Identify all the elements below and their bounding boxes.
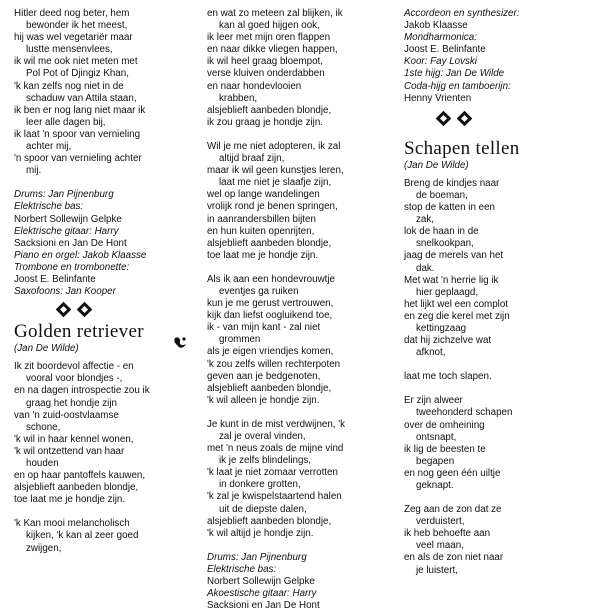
- text-line: leer alle dagen bij,: [26, 116, 106, 128]
- text-line: achter mij,: [26, 141, 72, 153]
- text-line: Als ik aan een hondevrouwtje: [207, 273, 335, 285]
- lyrics-block-2: [14, 361, 200, 554]
- text-line: Mondharmonica:: [404, 32, 477, 44]
- text-line: Hitler deed nog beter, hem: [14, 8, 130, 19]
- text-line: kun je me gerust vertrouwen,: [207, 298, 334, 310]
- text-line: ik ben er nog lang niet maar ik: [14, 104, 146, 116]
- text-line: veel maan,: [416, 540, 464, 552]
- text-line: over de omheining: [404, 419, 485, 431]
- text-line: ik zou graag je hondje zijn.: [207, 116, 324, 128]
- text-line: Piano en orgel: Jakob Klaasse: [14, 249, 147, 261]
- text-line: mij.: [26, 165, 42, 177]
- text-line: Henny Vrienten: [404, 92, 472, 104]
- text-line: 'k kan zelfs nog niet in de: [14, 80, 124, 92]
- text-line: Norbert Sollewijn Gelpke: [14, 213, 122, 225]
- text-line: eventjes ga ruiken: [219, 285, 299, 297]
- text-line: Elektrische bas:: [14, 201, 84, 213]
- text-line: in donkere grotten,: [219, 479, 301, 491]
- text-line: vrolijk rond je benen springen,: [207, 201, 338, 213]
- text-line: grommen: [219, 334, 261, 346]
- song-title-golden-retriever: Golden retriever: [14, 321, 144, 343]
- text-line: in aanrandersbillen bijten: [207, 213, 316, 225]
- text-line: vooral voor blondjes -,: [26, 373, 123, 385]
- text-line: ik leer met mijn oren flappen: [207, 32, 331, 44]
- text-line: Ik zit boordevol affectie - en: [14, 361, 134, 373]
- diamond-ornament-icon: [56, 302, 72, 318]
- text-line: 'k wil in haar kennel wonen,: [14, 433, 134, 445]
- text-line: ik laat 'n spoor van vernieling: [14, 128, 141, 140]
- text-line: van 'n zuid-oostvlaamse: [14, 409, 119, 421]
- text-line: Norbert Sollewijn Gelpke: [207, 576, 315, 588]
- text-line: ik heb behoefte aan: [404, 528, 491, 540]
- text-line: 'k wil ontzettend van haar: [14, 445, 125, 457]
- text-line: kijk dan liefst oogluikend toe,: [207, 310, 333, 322]
- text-line: alsjeblieft aanbeden blondje,: [207, 237, 332, 249]
- column-middle: [207, 8, 399, 612]
- stanza-gap: [207, 262, 399, 274]
- text-line: schaduw van Attila staan,: [26, 92, 137, 104]
- text-line: alsjeblieft aanbeden blondje,: [207, 515, 332, 527]
- text-line: bewonder ik het meest,: [26, 20, 128, 32]
- text-line: Trombone en trombonette:: [14, 261, 130, 273]
- text-line: je luistert,: [416, 564, 458, 576]
- text-line: zwijgen,: [26, 542, 62, 554]
- text-line: kan al goed hijgen ook,: [219, 20, 320, 32]
- text-line: Je kunt in de mist verdwijnen, 'k: [207, 418, 345, 430]
- text-line: Drums: Jan Pijnenburg: [207, 551, 307, 563]
- lyrics-block-4: [404, 178, 594, 577]
- text-line: 'k Kan mooi melancholisch: [14, 518, 130, 530]
- text-line: ik lig de beesten te: [404, 443, 486, 455]
- text-line: Pol Pot of Djingiz Khan,: [26, 68, 129, 80]
- text-line: dak.: [416, 262, 435, 274]
- text-line: toe laat me je hondje zijn.: [207, 249, 319, 261]
- text-line: Koor: Fay Lovski: [404, 56, 477, 68]
- stanza-gap: [14, 177, 200, 189]
- text-line: Akoestische gitaar: Harry: [207, 588, 317, 600]
- stanza-gap: [207, 407, 399, 419]
- text-line: wel op lange wandelingen: [207, 189, 320, 201]
- text-line: 1ste hijg: Jan De Wilde: [404, 68, 505, 80]
- text-line: lok de haan in de: [404, 226, 479, 238]
- text-line: jaag de merels van het: [404, 250, 504, 262]
- text-line: en zeg die kerel met zijn: [404, 310, 510, 322]
- stanza-gap: [404, 383, 594, 395]
- text-line: 'k wil altijd je hondje zijn.: [207, 527, 314, 539]
- text-line: en als de zon niet naar: [404, 552, 504, 564]
- column-right: [404, 8, 594, 577]
- text-line: krabben,: [219, 92, 258, 104]
- text-line: ik je zelfs blindelings,: [219, 455, 312, 467]
- text-line: alsjeblieft aanbeden blondje,: [207, 104, 332, 116]
- text-line: ik wil me ook niet meten met: [14, 56, 138, 68]
- text-line: toe laat me je hondje zijn.: [14, 494, 126, 506]
- text-line: tweehonderd schapen: [416, 407, 513, 419]
- text-line: 'k laat je niet zomaar verrotten: [207, 467, 338, 479]
- text-line: hier geplaagd,: [416, 286, 479, 298]
- text-line: Saxofoons: Jan Kooper: [14, 286, 116, 298]
- ornament: [58, 304, 200, 315]
- text-line: dat hij zichzelve wat: [404, 335, 492, 347]
- column-left: [14, 8, 200, 555]
- text-line: zak,: [416, 214, 434, 226]
- text-line: Breng de kindjes naar: [404, 177, 500, 189]
- text-line: Accordeon en synthesizer:: [404, 8, 520, 19]
- stanza-gap: [404, 492, 594, 504]
- text-line: als je eigen vriendjes komen,: [207, 346, 334, 358]
- text-line: schone,: [26, 421, 61, 433]
- flourish-icon: [172, 334, 190, 352]
- song-title-schapen-tellen: Schapen tellen: [404, 137, 520, 159]
- text-line: verduistert,: [416, 516, 465, 528]
- stanza-gap: [207, 129, 399, 141]
- text-line: en op haar pantoffels kauwen,: [14, 470, 146, 482]
- text-line: ontsnapt,: [416, 431, 457, 443]
- text-line: kettingzaag: [416, 322, 467, 334]
- text-line: ik wil heel graag bloempot,: [207, 56, 323, 68]
- text-line: ik - van mijn kant - zal niet: [207, 322, 321, 334]
- text-line: stop de katten in een: [404, 202, 495, 214]
- diamond-ornament-icon: [77, 302, 93, 318]
- text-line: laat me toch slapen.: [404, 371, 492, 383]
- text-line: kijken, 'k kan al zeer goed: [26, 530, 139, 542]
- text-line: Sacksioni en Jan De Hont: [207, 600, 320, 612]
- text-line: altijd braaf zijn,: [219, 153, 285, 165]
- text-line: en naar dikke vliegen happen,: [207, 44, 338, 56]
- text-line: en wat zo meteen zal blijken, ik: [207, 8, 343, 19]
- text-line: Joost E. Belinfante: [404, 44, 486, 56]
- diamond-ornament-icon: [457, 110, 473, 126]
- text-line: geknapt.: [416, 480, 454, 491]
- text-line: alsjeblieft aanbeden blondje,: [207, 382, 332, 394]
- stanza-gap: [14, 506, 200, 518]
- text-line: maar ik wil geen kunstjes leren,: [207, 165, 344, 177]
- text-line: alsjeblieft aanbeden blondje,: [14, 482, 139, 494]
- text-line: en na dagen introspectie zou ik: [14, 385, 150, 397]
- text-line: en hun kuiten openrijten,: [207, 225, 315, 237]
- text-line: 'k zou zelfs willen rechterpoten: [207, 358, 341, 370]
- text-line: met 'n neus zoals de mijne vind: [207, 443, 344, 455]
- text-line: 'k wil alleen je hondje zijn.: [207, 394, 320, 406]
- text-line: Coda-hijg en tamboerijn:: [404, 80, 511, 92]
- text-line: Met wat 'n herrie lig ik: [404, 274, 499, 286]
- text-line: Drums: Jan Pijnenburg: [14, 189, 114, 201]
- text-line: uit de diepste dalen,: [219, 503, 307, 515]
- ornament: [438, 113, 594, 124]
- text-line: Sacksioni en Jan De Hont: [14, 237, 127, 249]
- text-line: Jakob Klaasse: [404, 20, 468, 32]
- lyrics-block-3: [207, 8, 399, 612]
- text-line: lustte mensenvlees,: [26, 44, 113, 56]
- credits-block: [404, 8, 594, 105]
- text-line: het lijkt wel een complot: [404, 298, 509, 310]
- text-line: Elektrische gitaar: Harry: [14, 225, 119, 237]
- song-author: (Jan De Wilde): [404, 159, 469, 171]
- text-line: verse kluiven onderdabben: [207, 68, 325, 80]
- text-line: en naar hondevlooien: [207, 80, 302, 92]
- lyrics-block-1: [14, 8, 200, 298]
- text-line: zal je overal vinden,: [219, 431, 306, 442]
- text-line: Zeg aan de zon dat ze: [404, 504, 502, 516]
- text-line: 'k zal je kwispelstaartend halen: [207, 491, 342, 503]
- text-line: snelkookpan,: [416, 238, 474, 250]
- text-line: geven aan je bedgenoten,: [207, 370, 321, 382]
- stanza-gap: [207, 540, 399, 552]
- text-line: houden: [26, 458, 59, 469]
- stanza-gap: [404, 359, 594, 371]
- text-line: Elektrische bas:: [207, 563, 277, 575]
- text-line: de boeman,: [416, 189, 468, 201]
- text-line: graag het hondje zijn: [26, 397, 117, 409]
- text-line: afknot,: [416, 347, 446, 359]
- text-line: Er zijn alweer: [404, 395, 463, 407]
- text-line: hij was wel vegetariër maar: [14, 32, 133, 44]
- text-line: Wil je me niet adopteren, ik zal: [207, 140, 341, 152]
- diamond-ornament-icon: [436, 110, 452, 126]
- text-line: Joost E. Belinfante: [14, 273, 96, 285]
- text-line: 'n spoor van vernieling achter: [14, 153, 142, 165]
- text-line: laat me niet je slaafje zijn,: [219, 177, 332, 189]
- text-line: en nog geen één uiltje: [404, 467, 501, 479]
- song-author: (Jan De Wilde): [14, 343, 79, 355]
- text-line: begapen: [416, 455, 455, 467]
